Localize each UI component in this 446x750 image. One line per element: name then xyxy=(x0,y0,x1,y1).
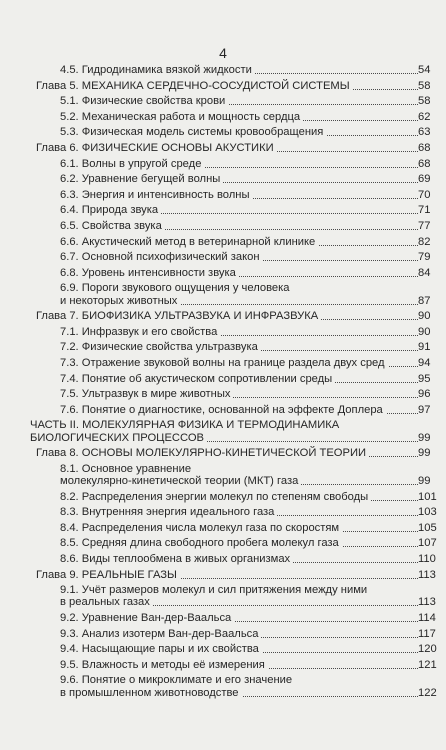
toc-entry-page: 68 xyxy=(418,158,440,170)
toc-entry-page: 113 xyxy=(418,569,440,581)
toc-entry-page: 77 xyxy=(418,220,440,232)
toc-entry-title: 5.3. Физическая модель системы кровообращения xyxy=(60,126,326,138)
toc-entry-page: 69 xyxy=(418,173,440,185)
toc-entry xyxy=(0,95,446,107)
toc-entry-title: 8.1. Основное уравнение xyxy=(60,463,194,475)
toc-entry-title: 7.2. Физические свойства ультразвука xyxy=(60,341,261,353)
toc-entry-title: в промышленном животноводстве xyxy=(60,687,242,699)
toc-entry xyxy=(0,643,446,655)
toc-entry-title: Глава 7. БИОФИЗИКА УЛЬТРАЗВУКА И ИНФРАЗВУКА xyxy=(36,310,321,322)
toc-entry xyxy=(0,522,446,534)
toc-entry-page: 99 xyxy=(418,447,440,459)
toc-entry-title: 9.4. Насыщающие пары и их свойства xyxy=(60,643,262,655)
toc-entry-page: 103 xyxy=(418,506,440,518)
toc-entry xyxy=(0,204,446,216)
toc-entry xyxy=(0,251,446,263)
toc-entry xyxy=(0,388,446,400)
toc-entry-title: 6.7. Основной психофизический закон xyxy=(60,251,263,263)
toc-entry-page: 95 xyxy=(418,373,440,385)
toc-entry xyxy=(0,326,446,338)
toc-entry-page: 113 xyxy=(418,596,440,608)
toc-entry xyxy=(0,537,446,549)
toc-entry xyxy=(0,404,446,416)
toc-entry-title: 8.5. Средняя длина свободного пробега молекул газа xyxy=(60,537,342,549)
toc-entry xyxy=(0,111,446,123)
toc-entry-page: 63 xyxy=(418,126,440,138)
toc-entry xyxy=(0,189,446,201)
toc-entry-page: 99 xyxy=(418,432,440,444)
toc-entry-title: 9.6. Понятие о микроклимате и его значение xyxy=(60,674,295,686)
toc-entry xyxy=(0,463,446,487)
toc-entry-page: 90 xyxy=(418,310,440,322)
toc-entry-title: 9.5. Влажность и методы её измерения xyxy=(60,659,268,671)
toc-entry-page: 114 xyxy=(418,612,440,624)
toc-entry-title: 9.2. Уравнение Ван-дер-Ваальса xyxy=(60,612,234,624)
toc-entry-title: 7.6. Понятие о диагностике, основанной на эффекте Доплера xyxy=(60,404,386,416)
toc-entry xyxy=(0,659,446,671)
toc-entry-title: 6.9. Пороги звукового ощущения у человека xyxy=(60,282,292,294)
toc-entry xyxy=(0,612,446,624)
toc-entry xyxy=(0,628,446,640)
toc-entry-title: молекулярно-кинетической теории (МКТ) газа xyxy=(60,475,301,487)
toc-entry-page: 68 xyxy=(418,142,440,154)
page-number: 4 xyxy=(219,45,227,61)
toc-entry xyxy=(0,80,446,92)
toc-entry-page: 107 xyxy=(418,537,440,549)
toc-entry xyxy=(0,491,446,503)
toc-entry-title: 7.3. Отражение звуковой волны на границе раздела двух сред xyxy=(60,357,388,369)
toc-entry xyxy=(0,282,446,306)
toc-entry-title: 9.3. Анализ изотерм Ван-дер-Ваальса xyxy=(60,628,261,640)
toc-entry-title: 6.2. Уравнение бегущей волны xyxy=(60,173,223,185)
toc-entry xyxy=(0,126,446,138)
toc-entry-page: 62 xyxy=(418,111,440,123)
toc-entry-title: 4.5. Гидродинамика вязкой жидкости xyxy=(60,64,255,76)
toc-entry xyxy=(0,142,446,154)
toc-entry-title: в реальных газах xyxy=(60,596,153,608)
toc-entry xyxy=(0,553,446,565)
toc-entry-title: БИОЛОГИЧЕСКИХ ПРОЦЕССОВ xyxy=(30,432,207,444)
toc-entry xyxy=(0,506,446,518)
toc-entry-page: 70 xyxy=(418,189,440,201)
toc-entry xyxy=(0,357,446,369)
toc-entry-page: 71 xyxy=(418,204,440,216)
toc-entry xyxy=(0,267,446,279)
toc-entry-title: Глава 5. МЕХАНИКА СЕРДЕЧНО-СОСУДИСТОЙ СИСТЕМЫ xyxy=(36,80,353,92)
toc-entry-title: 7.5. Ультразвук в мире животных xyxy=(60,388,233,400)
toc-entry-page: 94 xyxy=(418,357,440,369)
toc-entry-page: 117 xyxy=(418,628,440,640)
toc-entry-title: 9.1. Учёт размеров молекул и сил притяжения между ними xyxy=(60,584,370,596)
toc-entry-page: 58 xyxy=(418,80,440,92)
toc-entry-page: 96 xyxy=(418,388,440,400)
toc-entry-page: 58 xyxy=(418,95,440,107)
toc-entry-page: 121 xyxy=(418,659,440,671)
toc-entry-title: 5.2. Механическая работа и мощность сердца xyxy=(60,111,303,123)
toc-entry-title: 8.6. Виды теплообмена в живых организмах xyxy=(60,553,293,565)
toc-entry-title: 6.8. Уровень интенсивности звука xyxy=(60,267,239,279)
toc-entry-title: 7.1. Инфразвук и его свойства xyxy=(60,326,220,338)
toc-entry-title: 6.5. Свойства звука xyxy=(60,220,165,232)
toc-entry xyxy=(0,584,446,608)
toc-entry-page: 91 xyxy=(418,341,440,353)
toc-entry-page: 105 xyxy=(418,522,440,534)
toc-entry-page: 82 xyxy=(418,236,440,248)
toc-entry xyxy=(0,373,446,385)
toc-entry-page: 97 xyxy=(418,404,440,416)
toc-entry-title: 8.2. Распределения энергии молекул по степеням свободы xyxy=(60,491,371,503)
toc-entry-page: 120 xyxy=(418,643,440,655)
toc-entry-page: 54 xyxy=(418,64,440,76)
toc-entry xyxy=(0,236,446,248)
toc-entry-title: 6.4. Природа звука xyxy=(60,204,161,216)
toc-entry-title: 8.4. Распределения числа молекул газа по скоростям xyxy=(60,522,342,534)
toc-entry xyxy=(0,569,446,581)
toc-entry xyxy=(0,674,446,698)
toc-entry xyxy=(0,64,446,76)
toc-entry-page: 84 xyxy=(418,267,440,279)
toc-entry-title: 5.1. Физические свойства крови xyxy=(60,95,228,107)
toc-entry-page: 101 xyxy=(418,491,440,503)
toc-entry xyxy=(0,220,446,232)
toc-entry-title: 6.3. Энергия и интенсивность волны xyxy=(60,189,253,201)
toc-entry-page: 87 xyxy=(418,295,440,307)
toc-entry-page: 90 xyxy=(418,326,440,338)
toc-entry xyxy=(0,158,446,170)
toc-entry-title: 6.6. Акустический метод в ветеринарной клинике xyxy=(60,236,318,248)
toc-entry-title: 7.4. Понятие об акустическом сопротивлении среды xyxy=(60,373,335,385)
toc-entry-title: 8.3. Внутренняя энергия идеального газа xyxy=(60,506,277,518)
toc-entry-title: Глава 8. ОСНОВЫ МОЛЕКУЛЯРНО-КИНЕТИЧЕСКОЙ ТЕОРИИ xyxy=(36,447,369,459)
toc-entry xyxy=(0,419,446,443)
toc-entry-page: 79 xyxy=(418,251,440,263)
toc-entry-title: 6.1. Волны в упругой среде xyxy=(60,158,204,170)
toc-entry-title: Глава 9. РЕАЛЬНЫЕ ГАЗЫ xyxy=(36,569,180,581)
toc-entry-page: 122 xyxy=(418,687,440,699)
toc-entry xyxy=(0,310,446,322)
toc-entry xyxy=(0,447,446,459)
toc-entry-title: ЧАСТЬ II. МОЛЕКУЛЯРНАЯ ФИЗИКА И ТЕРМОДИНАМИКА xyxy=(30,419,342,431)
toc-entry xyxy=(0,341,446,353)
toc-entry-page: 110 xyxy=(418,553,440,565)
toc-entry-title: и некоторых животных xyxy=(60,295,180,307)
toc-entry xyxy=(0,173,446,185)
toc-entry-title: Глава 6. ФИЗИЧЕСКИЕ ОСНОВЫ АКУСТИКИ xyxy=(36,142,277,154)
toc-entry-page: 99 xyxy=(418,475,440,487)
